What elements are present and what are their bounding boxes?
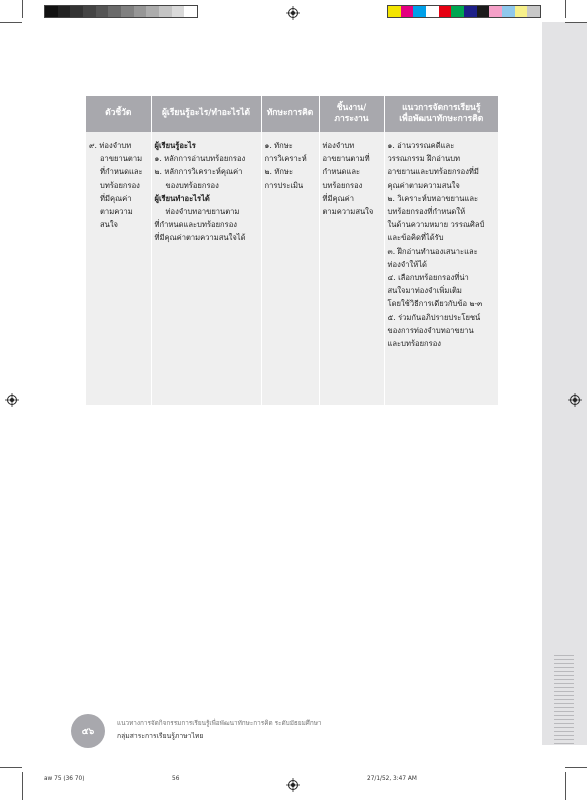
cell-line: ๑. หลักการอ่านบทร้อยกรอง [154,154,246,164]
calibration-swatch [439,6,452,17]
cell-line: ๓. ฝึกอ่านทำนองเสนาะและ [387,246,478,256]
color-calibration-bar [387,5,541,18]
calibration-swatch [388,6,401,17]
registration-mark-icon [568,393,582,407]
cell-line: ๒. ทักษะ [264,167,294,177]
calibration-swatch [58,6,71,17]
cell-teaching-approach [384,132,498,405]
calibration-swatch [515,6,528,17]
cell-line: และบทร้อยกรอง [387,339,441,349]
header-teaching-approach: แนวการจัดการเรียนรู้ เพื่อพัฒนาทักษะการคิด [384,96,498,132]
cell-line: ที่มีคุณค่า [100,193,132,203]
calibration-swatch [464,6,477,17]
calibration-swatch [134,6,147,17]
crop-mark [0,767,22,768]
cell-line: กำหนดและ [322,167,361,177]
footer-subject: กลุ่มสาระการเรียนรู้ภาษาไทย [117,732,204,740]
lesson-plan-table [86,96,498,405]
slug-filename: aw 75 (36 70) [44,776,85,782]
slug-timestamp: 27/1/52, 3:47 AM [367,776,417,782]
registration-mark-icon [5,393,19,407]
cell-line: ตามความสนใจ [322,207,374,217]
calibration-swatch [489,6,502,17]
cell-line: ของการท่องจำบทอาขยาน [387,325,474,335]
cell-line: ของบทร้อยกรอง [165,180,219,190]
calibration-swatch [121,6,134,17]
cell-thinking-skill [261,132,319,405]
calibration-swatch [184,6,197,17]
calibration-swatch [146,6,159,17]
cell-line: สนใจมาท่องจำเพิ่มเติม [387,286,462,296]
cell-line: ๙. ท่องจำบท [89,141,132,150]
crop-mark [22,772,23,800]
header-indicator: ตัวชี้วัด [86,96,151,132]
table-row [86,132,498,405]
cell-line: การวิเคราะห์ [264,154,307,164]
crop-mark [565,0,566,18]
cell-line: อาขยานตาม [100,154,143,164]
calibration-swatch [172,6,185,17]
cell-indicator [86,132,151,405]
calibration-swatch [401,6,414,17]
calibration-swatch [45,6,58,17]
cell-line: ที่กำหนดและ [100,167,143,177]
calibration-swatch [477,6,490,17]
cell-line: ๒. วิเคราะห์บทอาขยานและ [387,193,479,203]
cell-line: ๒. หลักการวิเคราะห์คุณค่า [154,167,243,177]
cell-line: ท่องจำบทอาขยานตาม [165,207,240,217]
cell-line: การประเมิน [264,180,304,190]
cell-line: โดยใช้วิธีการเดียวกับข้อ ๒-๓ [387,299,483,309]
cell-line: ท่องจำให้ได้ [387,259,427,269]
calibration-swatch [70,6,83,17]
header-learners-know: ผู้เรียนรู้อะไร/ทำอะไรได้ [151,96,261,132]
calibration-swatch [159,6,172,17]
slug-page: 56 [172,776,180,782]
crop-mark [22,0,23,18]
calibration-swatch [96,6,109,17]
cell-line: ที่กำหนดและบทร้อยกรอง [154,220,237,230]
calibration-swatch [451,6,464,17]
crop-mark [0,22,22,23]
cell-line: อาขยานและบทร้อยกรองที่มี [387,167,479,177]
subheading-what-can-do: ผู้เรียนทำอะไรได้ [154,193,210,203]
header-work-task: ชิ้นงาน/ ภาระงาน [319,96,384,132]
cell-line: ตามความ [100,207,133,217]
calibration-swatch [527,6,540,17]
registration-mark-icon [286,6,300,20]
calibration-swatch [502,6,515,17]
cell-line: ที่มีคุณค่าตามความสนใจได้ [154,233,246,243]
crop-mark [565,767,587,768]
page-number: ๕๖ [81,727,95,737]
cell-learners-know [151,132,261,405]
cell-work-task [319,132,384,405]
cell-line: ที่มีคุณค่า [322,193,354,203]
page-number-badge [71,714,105,748]
crop-mark [565,22,587,23]
cell-line: คุณค่าตามความสนใจ [387,180,460,190]
cell-line: ในด้านความหมาย วรรณศิลป์ [387,220,485,230]
cell-line: ๑. อ่านวรรณคดีและ [387,141,455,150]
cell-line: และข้อคิดที่ได้รับ [387,233,444,243]
margin-tick-marks [554,655,574,745]
calibration-swatch [108,6,121,17]
registration-mark-icon [286,778,300,792]
margin-strip [542,22,587,745]
cell-line: ๕. ร่วมกันอภิปรายประโยชน์ [387,312,481,322]
cell-line: บทร้อยกรองที่กำหนดให้ [387,207,466,217]
cell-line: บทร้อยกรอง [322,180,363,190]
subheading-what-learned: ผู้เรียนรู้อะไร [154,141,196,150]
calibration-swatch [413,6,426,17]
cell-line: ๔. เลือกบทร้อยกรองที่น่า [387,273,469,283]
cell-line: อาขยานตามที่ [322,154,370,164]
calibration-swatch [426,6,439,17]
cell-line: วรรณกรรม ฝึกอ่านบท [387,154,461,164]
header-thinking-skill: ทักษะการคิด [261,96,319,132]
cell-line: บทร้อยกรอง [100,180,140,190]
cell-line: ๑. ทักษะ [264,141,293,150]
gray-calibration-bar [44,5,198,18]
cell-line: ท่องจำบท [322,141,355,150]
footer-book-title: แนวทางการจัดกิจกรรมการเรียนรู้เพื่อพัฒนาทักษะการคิด ระดับมัธยมศึกษา [117,719,322,727]
crop-mark [565,772,566,800]
table-header-row [86,96,498,132]
calibration-swatch [83,6,96,17]
cell-line: สนใจ [100,220,118,230]
